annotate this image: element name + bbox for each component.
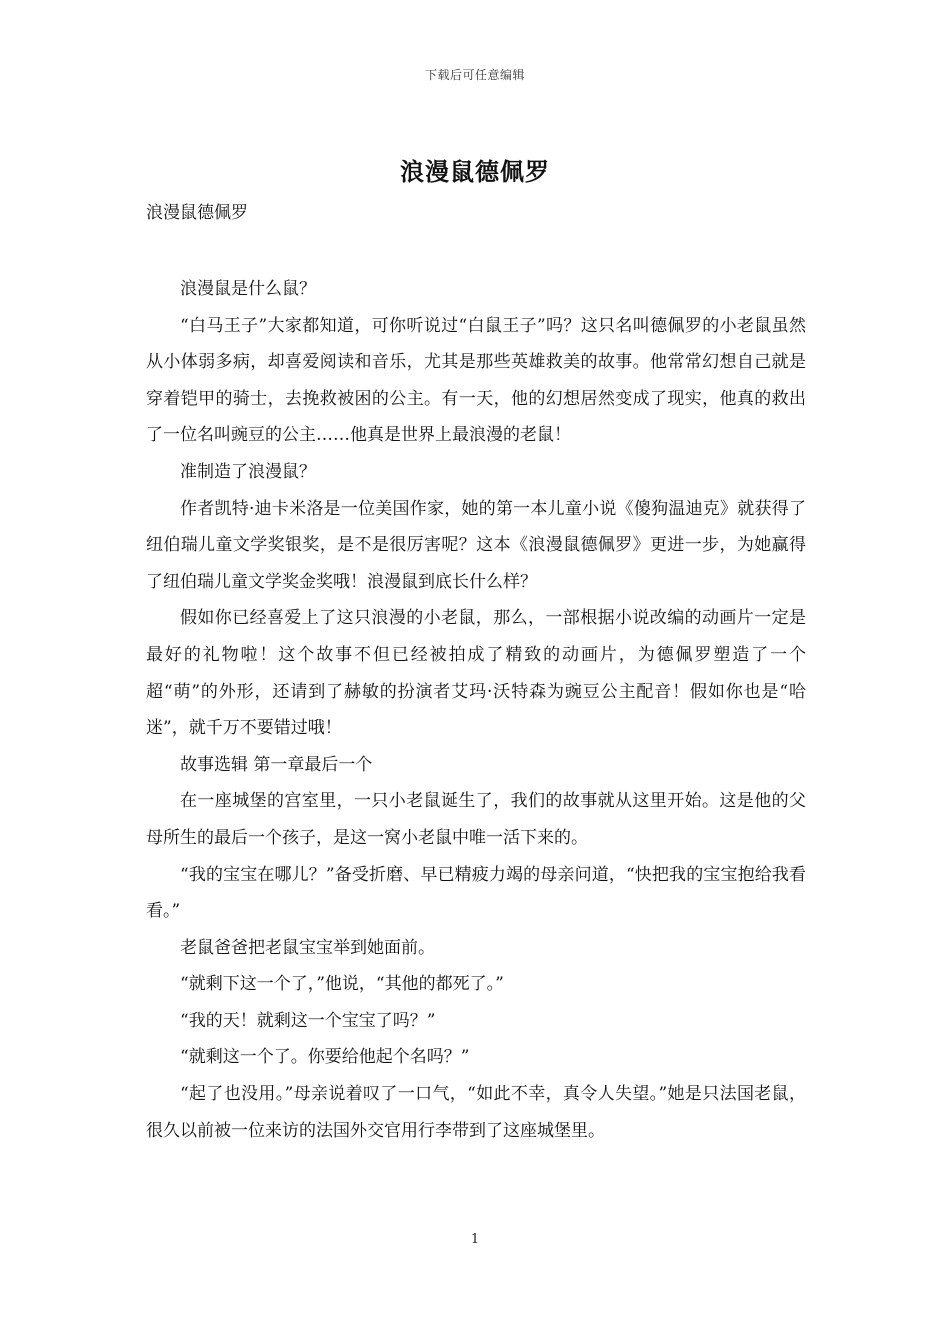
document-title: 浪漫鼠德佩罗 <box>400 157 550 186</box>
document-body <box>146 271 806 1149</box>
paragraph: 老鼠爸爸把老鼠宝宝举到她面前。 <box>180 937 435 958</box>
paragraph: 作者凯特·迪卡米洛是一位美国作家，她的第一本儿童小说《傻狗温迪克》就获得了纽伯瑞儿童文学奖银奖，是不是很厉害呢？这本《浪漫鼠德佩罗》更进一步，为她赢得了纽伯瑞儿童文学奖金奖哦！浪漫鼠到底长什么样？ <box>146 498 806 592</box>
header-note: 下载后可任意编辑 <box>424 68 525 82</box>
paragraph: “就剩这一个了。你要给他起个名吗？” <box>180 1047 470 1068</box>
paragraph: 故事选辑 第一章最后一个 <box>180 754 373 775</box>
paragraph: 在一座城堡的宫室里，一只小老鼠诞生了，我们的故事就从这里开始。这是他的父母所生的最后一个孩子，是这一窝小老鼠中唯一活下来的。 <box>146 791 806 848</box>
paragraph: 假如你已经喜爱上了这只浪漫的小老鼠，那么，一部根据小说改编的动画片一定是最好的礼物啦！这个故事不但已经被拍成了精致的动画片，为德佩罗塑造了一个超“萌”的外形，还请到了赫敏的扮演者艾玛·沃特森为豌豆公主配音！假如你也是“哈迷”，就千万不要错过哦！ <box>146 608 806 739</box>
paragraph: “我的天！就剩这一个宝宝了吗？” <box>180 1010 436 1031</box>
paragraph: “就剩下这一个了，”他说，“其他的都死了。” <box>180 974 504 995</box>
paragraph: 准制造了浪漫鼠？ <box>180 461 316 482</box>
paragraph: “起了也没用。”母亲说着叹了一口气，“如此不幸，真令人失望。”她是只法国老鼠，很久以前被一位来访的法国外交官用行李带到了这座城堡里。 <box>146 1084 806 1141</box>
paragraph: “白马王子”大家都知道，可你听说过“白鼠王子”吗？这只名叫德佩罗的小老鼠虽然从小体弱多病，却喜爱阅读和音乐，尤其是那些英雄救美的故事。他常常幻想自己就是穿着铠甲的骑士，去挽救被困的公主。有一天，他的幻想居然变成了现实，他真的救出了一位名叫豌豆的公主……他真是世界上最浪漫的老鼠！ <box>146 315 806 446</box>
page-number: 1 <box>470 1232 480 1247</box>
paragraph: 浪漫鼠是什么鼠？ <box>180 279 316 299</box>
document-subtitle: 浪漫鼠德佩罗 <box>146 203 248 223</box>
paragraph: “我的宝宝在哪儿？”备受折磨、早已精疲力竭的母亲问道，“快把我的宝宝抱给我看看。” <box>146 864 806 922</box>
